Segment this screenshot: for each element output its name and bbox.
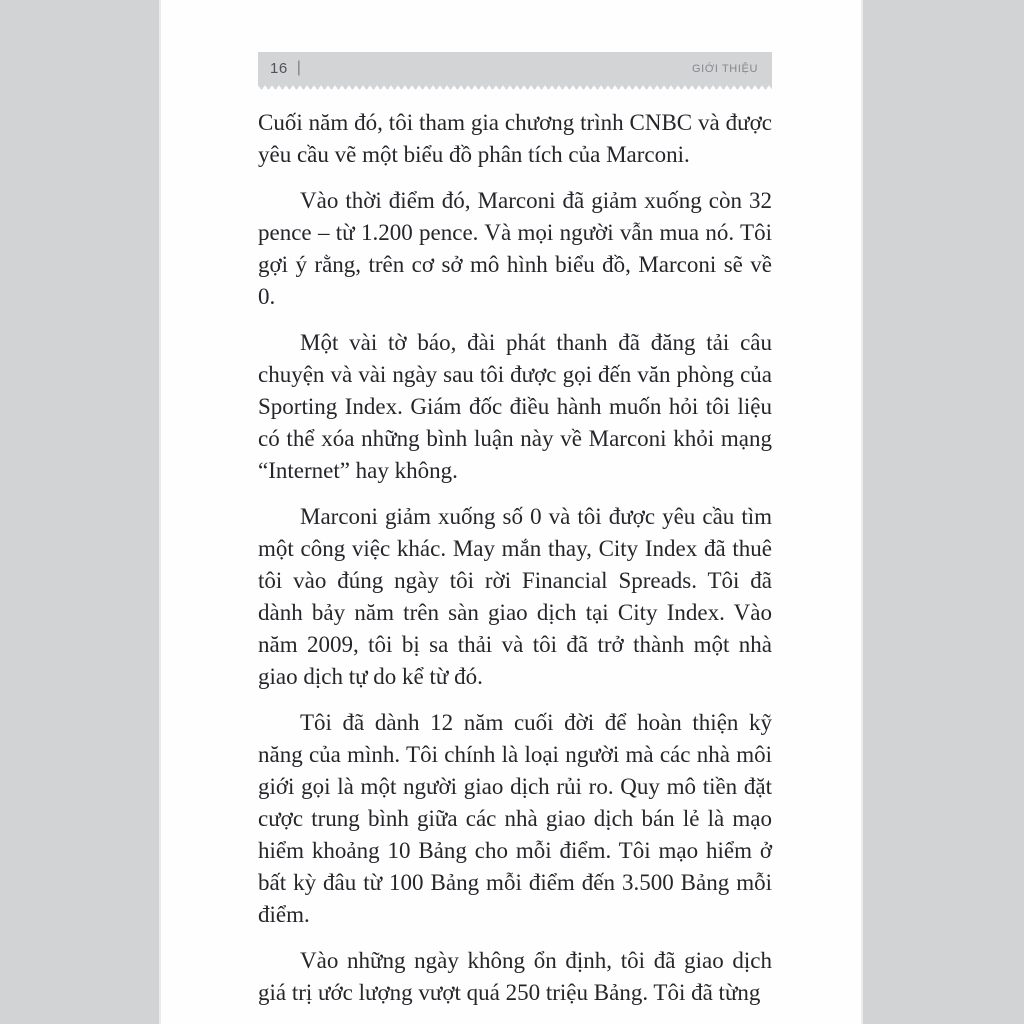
page-number: 16 <box>270 60 288 77</box>
background-right-gutter <box>861 0 1024 1024</box>
book-page <box>163 0 859 1024</box>
paragraph: Một vài tờ báo, đài phát thanh đã đăng tải câu chuyện và vài ngày sau tôi được gọi đến văn phòng của Sporting Index. Giám đốc điều hành muốn hỏi tôi liệu có thể xóa những bình luận này về Marconi khỏi mạng “Internet” hay không. <box>258 330 772 483</box>
paragraph: Vào những ngày không ổn định, tôi đã giao dịch giá trị ước lượng vượt quá 250 triệu Bảng. Tôi đã từng <box>258 948 772 1005</box>
page-header-left <box>270 60 301 78</box>
page-header <box>258 52 772 85</box>
background-left-gutter <box>0 0 161 1024</box>
paragraph: Marconi giảm xuống số 0 và tôi được yêu cầu tìm một công việc khác. May mắn thay, City Index đã thuê tôi vào đúng ngày tôi rời Financial Spreads. Tôi đã dành bảy năm trên sàn giao dịch tại City Index. Vào năm 2009, tôi bị sa thải và tôi đã trở thành một nhà giao dịch tự do kể từ đó. <box>258 504 772 689</box>
page-body <box>258 107 772 1009</box>
paragraph: Cuối năm đó, tôi tham gia chương trình CNBC và được yêu cầu vẽ một biểu đồ phân tích của Marconi. <box>258 110 772 167</box>
header-perforated-edge <box>258 85 772 90</box>
paragraph: Vào thời điểm đó, Marconi đã giảm xuống còn 32 pence – từ 1.200 pence. Và mọi người vẫn mua nó. Tôi gợi ý rằng, trên cơ sở mô hình biểu đồ, Marconi sẽ về 0. <box>258 188 772 309</box>
paragraph: Tôi đã dành 12 năm cuối đời để hoàn thiện kỹ năng của mình. Tôi chính là loại người mà các nhà môi giới gọi là một người giao dịch rủi ro. Quy mô tiền đặt cược trung bình giữa các nhà giao dịch bán lẻ là mạo hiểm khoảng 10 Bảng cho mỗi điểm. Tôi mạo hiểm ở bất kỳ đâu từ 100 Bảng mỗi điểm đến 3.500 Bảng mỗi điểm. <box>258 710 772 927</box>
running-title: GIỚI THIỆU <box>692 62 758 75</box>
page-number-separator: | <box>296 58 301 76</box>
